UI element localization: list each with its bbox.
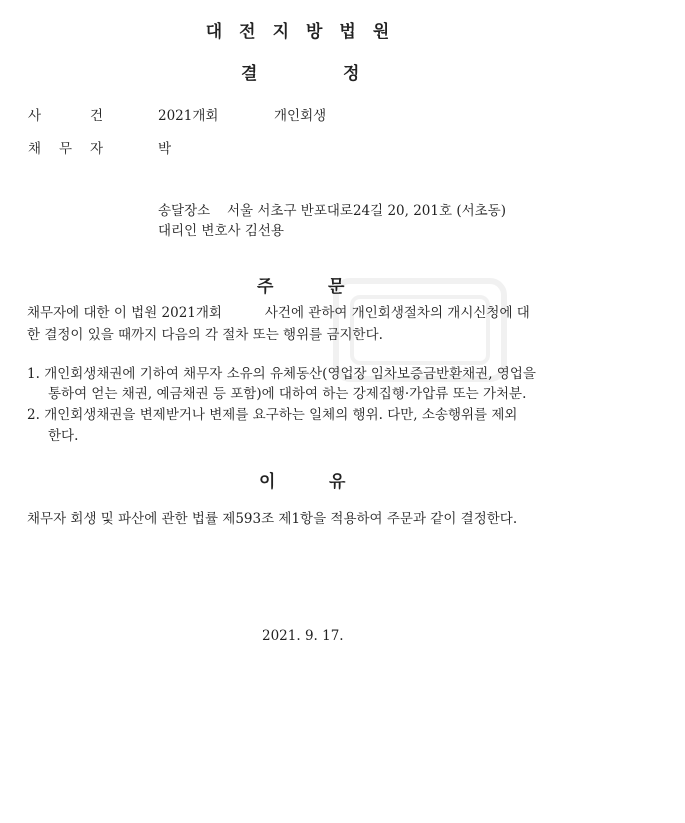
order-intro: [27, 302, 587, 346]
court-name: 대전지방법원: [205, 22, 407, 42]
doc-type-char-1: 결: [241, 64, 258, 84]
case-label-char-1: 사: [28, 108, 42, 124]
order-item-1-number: 1.: [27, 366, 40, 382]
order-item-2-number: 2.: [27, 407, 40, 423]
debtor-name: 박: [158, 141, 172, 157]
debtor-label-char-1: 채: [28, 141, 42, 157]
order-intro-line-2: 한 결정이 있을 때까지 다음의 각 절차 또는 행위를 금지한다.: [27, 327, 383, 343]
order-item-1-line-1: 개인회생채권에 기하여 채무자 소유의 유체동산(영업장 임차보증금반환채권, 영업을: [44, 366, 536, 382]
order-title-char-1: 주: [257, 277, 274, 297]
order-item-2-line-2: 한다.: [48, 428, 79, 444]
decision-date: 2021. 9. 17.: [262, 628, 344, 644]
service-address-label: 송달장소: [158, 203, 211, 219]
order-item-2-line-1: 개인회생채권을 변제받거나 변제를 요구하는 일체의 행위. 다만, 소송행위를 제외: [44, 407, 518, 423]
order-title-char-2: 문: [328, 277, 345, 297]
case-label-char-2: 건: [90, 108, 104, 124]
reason-text: 채무자 회생 및 파산에 관한 법률 제593조 제1항을 적용하여 주문과 같이 결정한다.: [27, 511, 518, 527]
case-type: 개인회생: [274, 108, 327, 124]
debtor-label-char-3: 자: [90, 141, 104, 157]
order-item-2: [27, 405, 587, 447]
debtor-label-char-2: 무: [59, 141, 73, 157]
reason-title-char-1: 이: [259, 472, 276, 492]
agent: 대리인 변호사 김선용: [158, 223, 284, 239]
service-address: 서울 서초구 반포대로24길 20, 201호 (서초동): [227, 203, 506, 219]
case-number: 2021개회: [158, 108, 219, 124]
reason-title-char-2: 유: [329, 472, 346, 492]
order-intro-line-1: 채무자에 대한 이 법원 2021개회 사건에 관하여 개인회생절차의 개시신청에 대: [27, 305, 530, 321]
order-item-1: [27, 364, 587, 404]
doc-type-char-2: 정: [343, 64, 360, 84]
order-item-1-line-2: 통하여 얻는 채권, 예금채권 등 포함)에 대하여 하는 강제집행·가압류 또는 가처분.: [48, 386, 527, 402]
